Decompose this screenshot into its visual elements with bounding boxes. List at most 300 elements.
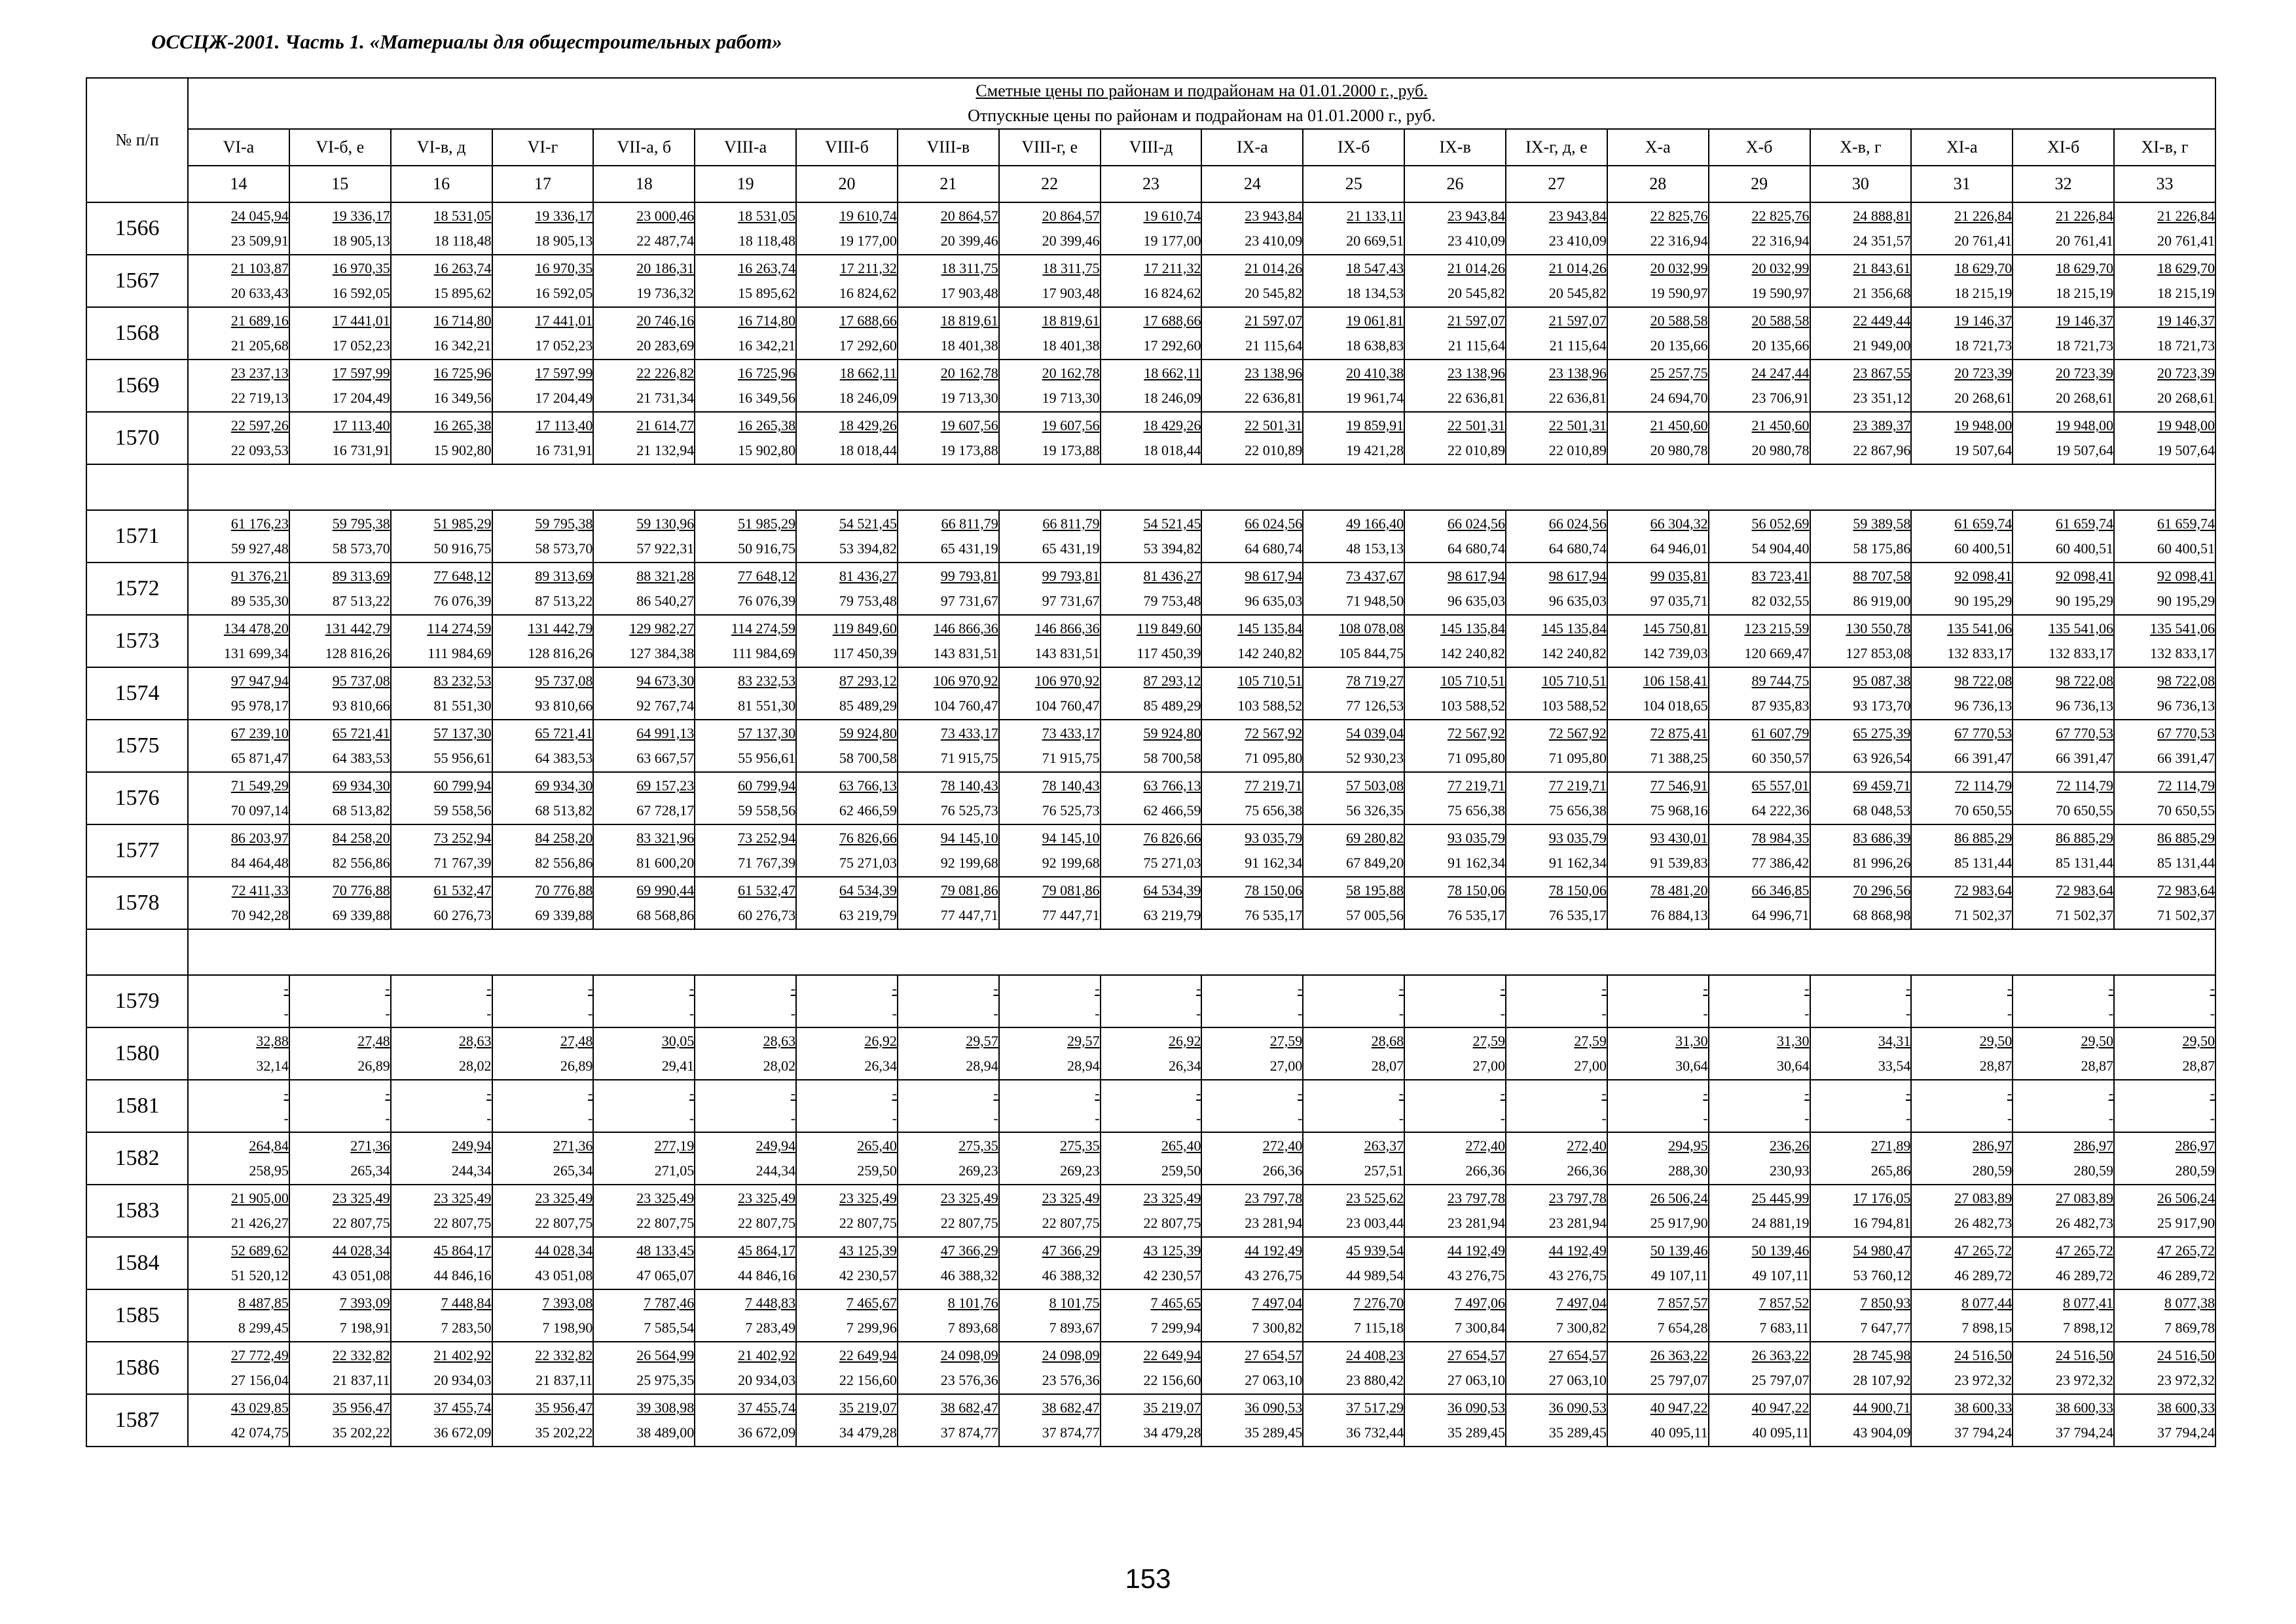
- estimate-price: 65 557,01: [1751, 777, 1810, 794]
- estimate-price: 25 257,75: [1650, 365, 1708, 381]
- release-price: 40 095,11: [1752, 1424, 1810, 1441]
- price-cell: [492, 824, 594, 877]
- region-header: VI-а: [188, 129, 289, 166]
- release-price: -: [385, 1110, 390, 1126]
- estimate-price: 72 875,41: [1650, 725, 1708, 741]
- estimate-price: 277,19: [654, 1137, 695, 1154]
- estimate-price: 22 332,82: [535, 1347, 593, 1363]
- region-header: VII-а, б: [593, 129, 695, 166]
- price-cell: [1810, 720, 1912, 772]
- release-price: 18 118,48: [738, 232, 796, 249]
- estimate-price: 70 776,88: [332, 882, 390, 898]
- price-cell: [1810, 615, 1912, 667]
- release-price: 21 731,34: [636, 390, 695, 406]
- release-price: 21 132,94: [636, 442, 695, 458]
- estimate-price: 286,97: [1972, 1137, 2013, 1154]
- price-cell: [391, 1342, 492, 1394]
- price-cell: [1201, 360, 1303, 412]
- price-cell: [1303, 510, 1404, 563]
- region-header: XI-а: [1911, 129, 2013, 166]
- row-number: 1570: [86, 412, 188, 464]
- release-price: 60 400,51: [2157, 540, 2215, 557]
- estimate-price: 83 232,53: [433, 673, 492, 689]
- price-cell: [695, 1342, 796, 1394]
- release-price: 7 893,67: [1049, 1320, 1100, 1336]
- release-price: 70 097,14: [230, 802, 289, 819]
- price-cell: [492, 1289, 594, 1342]
- price-cell: [1506, 667, 1607, 720]
- price-cell: [1101, 1185, 1202, 1237]
- release-price: 37 794,24: [2157, 1424, 2215, 1441]
- price-cell: [492, 255, 594, 307]
- price-cell: [593, 563, 695, 615]
- release-price: 81 551,30: [738, 697, 796, 714]
- estimate-price: 18 531,05: [738, 208, 796, 224]
- estimate-price: 70 776,88: [535, 882, 593, 898]
- price-cell: [1201, 1080, 1303, 1132]
- price-cell: [593, 1394, 695, 1447]
- release-price: 75 656,38: [1548, 802, 1607, 819]
- price-cell: [999, 307, 1101, 360]
- release-price: 20 545,82: [1548, 285, 1607, 301]
- estimate-price: 23 943,84: [1245, 208, 1303, 224]
- price-cell: [593, 510, 695, 563]
- estimate-price: 65 275,39: [1853, 725, 1911, 741]
- price-cell: [2013, 1289, 2114, 1342]
- price-cell: [1303, 1080, 1404, 1132]
- estimate-price: 275,35: [1060, 1137, 1100, 1154]
- price-cell: [391, 615, 492, 667]
- price-cell: [1911, 1289, 2013, 1342]
- release-price: 85 131,44: [2056, 855, 2114, 871]
- table-row: [86, 720, 2215, 772]
- price-cell: [188, 202, 289, 255]
- estimate-price: 17 176,05: [1853, 1190, 1911, 1206]
- table-row: [86, 1185, 2215, 1237]
- estimate-price: 69 934,30: [332, 777, 390, 794]
- release-price: 19 736,32: [636, 285, 695, 301]
- release-price: 46 289,72: [2056, 1267, 2114, 1283]
- column-number: 29: [1709, 166, 1810, 202]
- price-cell: [593, 255, 695, 307]
- price-cell: [289, 1185, 391, 1237]
- estimate-price: 67 239,10: [230, 725, 289, 741]
- release-price: -: [689, 1005, 695, 1022]
- table-row: [86, 772, 2215, 824]
- estimate-price: 81 436,27: [839, 568, 897, 584]
- release-price: -: [1601, 1110, 1607, 1126]
- release-price: 87 513,22: [535, 593, 593, 609]
- price-cell: [1201, 412, 1303, 464]
- release-price: 46 289,72: [2157, 1267, 2215, 1283]
- release-price: 62 466,59: [839, 802, 897, 819]
- estimate-price: 17 597,99: [332, 365, 390, 381]
- row-number: 1569: [86, 360, 188, 412]
- release-price: 18 721,73: [2056, 337, 2114, 354]
- estimate-price: 24 045,94: [230, 208, 289, 224]
- price-cell: [1709, 360, 1810, 412]
- price-cell: [1201, 307, 1303, 360]
- release-price: 7 300,82: [1252, 1320, 1303, 1336]
- release-price: 26,34: [864, 1058, 897, 1074]
- release-price: 86 540,27: [636, 593, 695, 609]
- estimate-price: 38 600,33: [1954, 1399, 2013, 1416]
- estimate-price: 16 725,96: [433, 365, 492, 381]
- estimate-price: 17 113,40: [333, 417, 390, 434]
- estimate-price: 20 588,58: [1751, 312, 1810, 329]
- estimate-price: 25 445,99: [1751, 1190, 1810, 1206]
- estimate-price: 38 600,33: [2056, 1399, 2114, 1416]
- release-price: 43 276,75: [1447, 1267, 1505, 1283]
- estimate-price: 67 770,53: [1954, 725, 2013, 741]
- release-price: 20 980,78: [1650, 442, 1708, 458]
- estimate-price: 88 321,28: [636, 568, 695, 584]
- price-cell: [1506, 255, 1607, 307]
- release-price: 18 134,53: [1346, 285, 1404, 301]
- estimate-price: 264,84: [249, 1137, 289, 1154]
- price-cell: [391, 1185, 492, 1237]
- estimate-price: 7 465,65: [1150, 1295, 1201, 1311]
- estimate-price: 89 744,75: [1751, 673, 1810, 689]
- region-header: X-а: [1607, 129, 1709, 166]
- column-number: 32: [2013, 166, 2114, 202]
- release-price: 69 339,88: [332, 907, 390, 923]
- price-cell: [898, 877, 999, 929]
- row-number: 1568: [86, 307, 188, 360]
- estimate-price: 54 521,45: [839, 515, 897, 532]
- release-price: 85 131,44: [1954, 855, 2013, 871]
- price-cell: [1506, 1394, 1607, 1447]
- estimate-price: 73 437,67: [1346, 568, 1404, 584]
- release-price: 17 204,49: [535, 390, 593, 406]
- column-number: 24: [1201, 166, 1303, 202]
- estimate-price: 64 991,13: [636, 725, 695, 741]
- release-price: 60 350,57: [1751, 750, 1810, 766]
- estimate-price: 21 226,84: [1954, 208, 2013, 224]
- release-price: 51 520,12: [230, 1267, 289, 1283]
- price-cell: [289, 1027, 391, 1080]
- release-price: 91 162,34: [1245, 855, 1303, 871]
- release-price: 35 289,45: [1447, 1424, 1505, 1441]
- estimate-price: 99 035,81: [1650, 568, 1708, 584]
- price-cell: [1303, 563, 1404, 615]
- price-cell: [1607, 255, 1709, 307]
- price-cell: [289, 510, 391, 563]
- release-price: 59 558,56: [738, 802, 796, 819]
- release-price: 132 833,17: [1947, 645, 2013, 661]
- release-price: 288,30: [1668, 1162, 1708, 1179]
- estimate-price: 59 389,58: [1853, 515, 1911, 532]
- price-cell: [289, 720, 391, 772]
- release-price: 53 760,12: [1853, 1267, 1911, 1283]
- price-cell: [1506, 1185, 1607, 1237]
- price-cell: [188, 1027, 289, 1080]
- release-price: 76 535,17: [1548, 907, 1607, 923]
- release-price: 75 656,38: [1245, 802, 1303, 819]
- release-price: 42 074,75: [230, 1424, 289, 1441]
- release-price: -: [892, 1110, 897, 1126]
- release-price: 71 767,39: [738, 855, 796, 871]
- estimate-price: 35 956,47: [332, 1399, 390, 1416]
- release-price: 20 761,41: [2056, 232, 2114, 249]
- price-cell: [1607, 975, 1709, 1027]
- release-price: 7 283,49: [745, 1320, 796, 1336]
- estimate-price: 27 654,57: [1245, 1347, 1303, 1363]
- price-cell: [1303, 615, 1404, 667]
- estimate-price: 69 157,23: [636, 777, 695, 794]
- price-cell: [391, 975, 492, 1027]
- estimate-price: 98 722,08: [2157, 673, 2215, 689]
- price-cell: [898, 1027, 999, 1080]
- release-price: 91 162,34: [1447, 855, 1505, 871]
- release-price: 93 810,66: [535, 697, 593, 714]
- price-cell: [999, 877, 1101, 929]
- price-cell: [2013, 1132, 2114, 1185]
- release-price: 75 271,03: [1143, 855, 1201, 871]
- price-cell: [1607, 720, 1709, 772]
- price-cell: [1911, 510, 2013, 563]
- release-price: 71 095,80: [1245, 750, 1303, 766]
- release-price: 22 010,89: [1447, 442, 1505, 458]
- release-price: 26 482,73: [1954, 1215, 2013, 1231]
- estimate-price: 54 039,04: [1346, 725, 1404, 741]
- price-cell: [695, 975, 796, 1027]
- price-cell: [1810, 975, 1912, 1027]
- estimate-price: 26 506,24: [1650, 1190, 1708, 1206]
- release-price: -: [1196, 1110, 1201, 1126]
- estimate-price: 119 849,60: [832, 620, 897, 637]
- release-price: 60 276,73: [738, 907, 796, 923]
- estimate-price: 89 313,69: [332, 568, 390, 584]
- estimate-price: 24 098,09: [1042, 1347, 1100, 1363]
- estimate-price: 23 389,37: [1853, 417, 1911, 434]
- table-row: [86, 1132, 2215, 1185]
- price-cell: [1810, 1237, 1912, 1289]
- release-price: 19 590,97: [1751, 285, 1810, 301]
- release-price: 87 935,83: [1751, 697, 1810, 714]
- row-number: 1577: [86, 824, 188, 877]
- estimate-price: 66 811,79: [941, 515, 998, 532]
- price-cell: [1810, 1394, 1912, 1447]
- release-price: 34 479,28: [1143, 1424, 1201, 1441]
- price-cell: [593, 975, 695, 1027]
- estimate-price: -: [1601, 1085, 1607, 1101]
- estimate-price: 66 024,56: [1447, 515, 1505, 532]
- release-price: 71 915,75: [940, 750, 998, 766]
- price-cell: [999, 510, 1101, 563]
- price-cell: [898, 720, 999, 772]
- release-price: -: [2007, 1110, 2013, 1126]
- estimate-price: 78 719,27: [1346, 673, 1404, 689]
- price-cell: [2114, 975, 2215, 1027]
- release-price: 16 824,62: [839, 285, 897, 301]
- table-row: [86, 824, 2215, 877]
- estimate-price: 48 133,45: [636, 1242, 695, 1259]
- release-price: 7 869,78: [2164, 1320, 2215, 1336]
- estimate-price: 66 304,32: [1650, 515, 1708, 532]
- release-price: 75 968,16: [1650, 802, 1708, 819]
- estimate-price: 71 549,29: [230, 777, 289, 794]
- release-price: 71 095,80: [1447, 750, 1505, 766]
- release-price: 46 388,32: [1042, 1267, 1100, 1283]
- release-price: 20 268,61: [2157, 390, 2215, 406]
- region-header: VI-в, д: [391, 129, 492, 166]
- price-cell: [188, 975, 289, 1027]
- price-cell: [188, 1394, 289, 1447]
- estimate-price: 23 943,84: [1548, 208, 1607, 224]
- estimate-price: -: [1703, 980, 1708, 997]
- estimate-price: 61 659,74: [2056, 515, 2114, 532]
- estimate-price: 7 497,04: [1252, 1295, 1303, 1311]
- estimate-price: 145 135,84: [1440, 620, 1505, 637]
- price-cell: [796, 1080, 898, 1132]
- release-price: 120 669,47: [1744, 645, 1810, 661]
- release-price: 265,34: [553, 1162, 593, 1179]
- price-cell: [289, 1237, 391, 1289]
- estimate-price: 19 859,91: [1346, 417, 1404, 434]
- release-price: 7 300,82: [1556, 1320, 1607, 1336]
- release-price: 23 972,32: [2157, 1372, 2215, 1388]
- estimate-price: 263,37: [1364, 1137, 1404, 1154]
- price-cell: [1911, 667, 2013, 720]
- estimate-price: 26,92: [864, 1033, 897, 1049]
- price-cell: [1201, 1237, 1303, 1289]
- row-number: 1579: [86, 975, 188, 1027]
- estimate-price: 105 710,51: [1440, 673, 1505, 689]
- price-cell: [492, 412, 594, 464]
- release-price: 28,87: [1979, 1058, 2013, 1074]
- release-price: 71 502,37: [1954, 907, 2013, 923]
- release-price: 70 650,55: [1954, 802, 2013, 819]
- price-cell: [391, 255, 492, 307]
- estimate-price: 45 939,54: [1346, 1242, 1404, 1259]
- estimate-price: -: [2108, 980, 2114, 997]
- price-cell: [188, 1342, 289, 1394]
- price-cell: [1404, 1237, 1506, 1289]
- table-row: [86, 510, 2215, 563]
- estimate-price: 21 014,26: [1447, 260, 1505, 276]
- release-price: 18 215,19: [2157, 285, 2215, 301]
- release-price: 63 219,79: [839, 907, 897, 923]
- price-cell: [593, 1289, 695, 1342]
- price-cell: [1303, 772, 1404, 824]
- price-cell: [492, 307, 594, 360]
- release-price: 92 199,68: [940, 855, 998, 871]
- separator-cell: [86, 929, 188, 975]
- estimate-price: 69 459,71: [1853, 777, 1911, 794]
- price-cell: [593, 307, 695, 360]
- release-price: 53 394,82: [839, 540, 897, 557]
- release-price: 142 240,82: [1237, 645, 1303, 661]
- release-price: 244,34: [452, 1162, 492, 1179]
- release-price: 23 972,32: [1954, 1372, 2013, 1388]
- estimate-price: 61 176,23: [230, 515, 289, 532]
- price-cell: [1607, 877, 1709, 929]
- release-price: -: [588, 1110, 593, 1126]
- release-price: 20 399,46: [940, 232, 998, 249]
- release-price: 280,59: [1972, 1162, 2013, 1179]
- price-cell: [1810, 772, 1912, 824]
- release-price: 35 202,22: [535, 1424, 593, 1441]
- estimate-price: 8 077,44: [1961, 1295, 2013, 1311]
- estimate-price: 36 090,53: [1447, 1399, 1505, 1416]
- price-cell: [188, 720, 289, 772]
- price-cell: [1810, 1342, 1912, 1394]
- estimate-price: 272,40: [1567, 1137, 1607, 1154]
- release-price: 7 585,54: [644, 1320, 695, 1336]
- release-price: 23 880,42: [1346, 1372, 1404, 1388]
- estimate-price: 26 363,22: [1751, 1347, 1810, 1363]
- release-price: 22 636,81: [1447, 390, 1505, 406]
- estimate-price: 63 766,13: [839, 777, 897, 794]
- price-cell: [999, 1132, 1101, 1185]
- estimate-price: 61 607,79: [1751, 725, 1810, 741]
- release-price: 22 156,60: [839, 1372, 897, 1388]
- release-price: 7 647,77: [1860, 1320, 1911, 1336]
- release-price: 128 816,26: [325, 645, 390, 661]
- price-cell: [289, 667, 391, 720]
- release-price: 76 076,39: [738, 593, 796, 609]
- price-cell: [695, 1132, 796, 1185]
- price-cell: [593, 720, 695, 772]
- price-cell: [1101, 1394, 1202, 1447]
- price-cell: [898, 667, 999, 720]
- release-price: 117 450,39: [832, 645, 897, 661]
- release-price: 27 156,04: [230, 1372, 289, 1388]
- price-cell: [1303, 412, 1404, 464]
- separator-cell: [188, 929, 2215, 975]
- price-cell: [999, 412, 1101, 464]
- release-price: 34 479,28: [839, 1424, 897, 1441]
- release-price: 19 507,64: [2056, 442, 2114, 458]
- estimate-price: 77 219,71: [1447, 777, 1505, 794]
- release-price: 22 867,96: [1853, 442, 1911, 458]
- price-cell: [1201, 510, 1303, 563]
- price-cell: [1709, 255, 1810, 307]
- estimate-price: 8 077,38: [2164, 1295, 2215, 1311]
- estimate-price: 50 139,46: [1650, 1242, 1708, 1259]
- release-price: 22 316,94: [1650, 232, 1708, 249]
- table-row: [86, 255, 2215, 307]
- release-price: 21 837,11: [536, 1372, 593, 1388]
- estimate-price: 23 797,78: [1447, 1190, 1505, 1206]
- release-price: 18 721,73: [2157, 337, 2215, 354]
- column-number: 21: [898, 166, 999, 202]
- estimate-price: -: [993, 980, 998, 997]
- price-cell: [2114, 615, 2215, 667]
- price-cell: [999, 1237, 1101, 1289]
- estimate-price: 18 629,70: [1954, 260, 2013, 276]
- price-table: [86, 77, 2216, 1447]
- estimate-price: 21 014,26: [1548, 260, 1607, 276]
- estimate-price: 59 795,38: [535, 515, 593, 532]
- price-cell: [1101, 1132, 1202, 1185]
- price-cell: [999, 772, 1101, 824]
- release-price: 22 156,60: [1143, 1372, 1201, 1388]
- estimate-price: 72 567,92: [1548, 725, 1607, 741]
- release-price: 36 672,09: [433, 1424, 492, 1441]
- release-price: 64 996,71: [1751, 907, 1810, 923]
- release-price: 69 339,88: [535, 907, 593, 923]
- release-price: 49 107,11: [1650, 1267, 1708, 1283]
- price-cell: [1810, 1185, 1912, 1237]
- price-cell: [1810, 563, 1912, 615]
- estimate-price: -: [1804, 1085, 1810, 1101]
- release-price: 35 289,45: [1245, 1424, 1303, 1441]
- price-cell: [2114, 510, 2215, 563]
- release-price: 68 048,53: [1853, 802, 1911, 819]
- price-cell: [1506, 975, 1607, 1027]
